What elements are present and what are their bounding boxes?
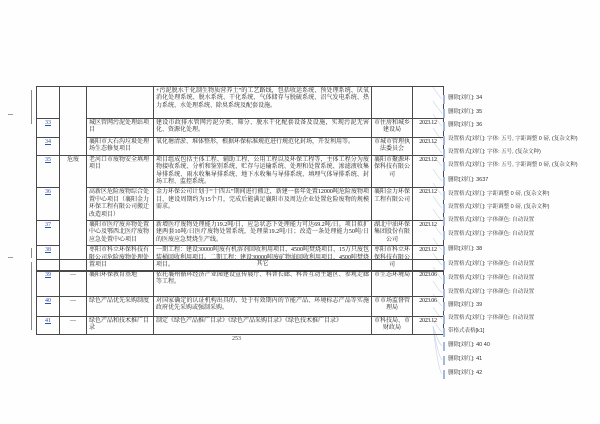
row-number-link[interactable]: 41 (45, 318, 51, 324)
revision-balloon[interactable]: 删除[刘红]: 34 (443, 95, 482, 104)
cell-date[interactable]: 2023.06 (413, 271, 444, 297)
revision-balloon[interactable]: 设置格式[刘红]: 字体颜色: 自动设置 (443, 275, 534, 284)
revision-balloon[interactable]: 删除[刘红]: 3637 (443, 177, 488, 186)
cell-project-name[interactable]: 襄阳环保教育基地 (87, 271, 154, 297)
cell-category-hazardous: 危废 (60, 155, 87, 271)
revision-balloon[interactable]: 设置格式[刘红]: 字距调整 0 磅, (复杂文种) (443, 204, 549, 213)
cell-unit[interactable]: 襄阳金力环保工程有限公司 (372, 188, 413, 221)
row-number-link[interactable]: 33 (45, 120, 51, 126)
change-bar (31, 262, 32, 330)
revision-balloon[interactable]: 设置格式[刘红]: 字体颜色: 自动设置 (443, 289, 534, 298)
revision-balloon[interactable]: 设置格式[刘红]: 字体: 五号, 字距调整 0 磅, (复杂文种) (443, 162, 578, 171)
cell-number[interactable] (37, 297, 60, 317)
table-row (37, 297, 444, 317)
row-number-link[interactable]: 34 (45, 139, 51, 145)
section-other-label: 其它 (154, 260, 372, 271)
cell-number (37, 87, 60, 119)
cell-date[interactable]: 2023.12 (413, 188, 444, 221)
change-bar (31, 90, 32, 124)
cell-date (413, 87, 444, 119)
revision-balloon[interactable]: 设置格式[刘红]: 字体颜色: 自动设置 (443, 261, 534, 270)
row-number-link[interactable]: 36 (45, 189, 51, 196)
table-row (37, 271, 444, 297)
cell-project-name[interactable]: 绿色产品和技术推广目录 (87, 317, 154, 335)
cell-number[interactable] (37, 138, 60, 156)
cell-category: — (60, 271, 87, 297)
cell-number[interactable] (37, 188, 60, 221)
cell-category (60, 260, 87, 271)
revision-balloon[interactable]: 设置格式[刘红]: 字体颜色: 自动设置 (443, 315, 534, 324)
revision-balloon[interactable]: 设置格式[刘红]: 字体: 五号, 字距调整 0 磅, (复杂文种) (443, 136, 578, 145)
cell-date (413, 260, 444, 271)
cell-date[interactable]: 2023.12 (413, 119, 444, 138)
cell-unit[interactable]: 襄阳市聚源环保科技有限公司 (372, 155, 413, 188)
revision-balloon[interactable]: 设置格式[刘红]: 字体: 五号, (复杂文种) (443, 149, 541, 158)
row-number-link[interactable]: 35 (45, 156, 51, 163)
cell-category: — (60, 317, 87, 335)
cell-description[interactable]: 金力环保公司计划于“十四五”期间进行搬迁，新建一套年处置12000吨危险废物项目，建设周期约为15个月，完成后能满足襄阳市及周边企业处置危险废物的规模需求。 (154, 188, 372, 221)
cell-description[interactable]: 项目组成包括主体工程、辅助工程、公用工程以及环保工程等，主体工程分为废物接收系统、分析和鉴别系统、贮存与运输系统、处理和处置系统、渗滤液收集导排系统、雨水收集导排系统、地下水收集与导排系统、填埋气体导排系统、封场工程、监控系统。 (154, 155, 372, 188)
table-row (37, 155, 444, 188)
cell-unit[interactable]: 市住房和城乡建设局 (372, 119, 413, 138)
revision-balloon[interactable]: 设置格式[刘红]: 字体颜色: 自动设置 (443, 217, 534, 226)
cell-number[interactable] (37, 271, 60, 297)
cell-project-name[interactable]: 高新区危险废物综合处置中心项目（襄阳金力环保工程有限公司搬迁改造项目） (87, 188, 154, 221)
revision-balloon[interactable]: 删除[刘红]: 38 (443, 246, 482, 255)
table-row (37, 138, 444, 156)
revision-balloon[interactable]: 带格式表格[k1] (443, 328, 484, 337)
cell-project-name (87, 260, 154, 271)
change-bar (31, 248, 32, 258)
table-anchor-mark (8, 114, 13, 115)
cell-unit[interactable]: 市城市管理执法委员会 (372, 138, 413, 156)
section-header-row (37, 260, 444, 271)
cell-description[interactable]: 对国家确定的认证机构出具的、处于有效期内的节能产品、环境标志产品等实施政府优先采购或强制采购。 (154, 297, 372, 317)
revision-balloon[interactable]: 删除[刘红]: 40 40 (443, 342, 490, 351)
cell-unit (372, 260, 413, 271)
cell-number[interactable] (37, 317, 60, 335)
project-table-upper (36, 86, 444, 272)
cell-unit (372, 87, 413, 119)
row-number-link[interactable]: 37 (45, 222, 51, 229)
cell-description[interactable]: 一期工程：建设30000吨废有机溶剂回收利用项目、4500吨焚烧项目、15万只废包装桶回收利用项目。二期工程：建设30000吨废矿物油回收利用项目、4500吨焚烧项目。 (154, 246, 372, 271)
cell-unit[interactable]: 市生态环境局 (372, 271, 413, 297)
project-table-lower (36, 259, 444, 335)
row-number-link[interactable]: 38 (45, 247, 51, 254)
cell-description[interactable]: 制定《绿色产品推广目录》《绿色产品采购目录》《绿色技术推广目录》 (154, 317, 372, 335)
table-anchor-mark (8, 257, 13, 258)
table-row (37, 221, 444, 246)
cell-date[interactable]: 2023.12 (413, 246, 444, 271)
cell-date[interactable]: 2023.12 (413, 138, 444, 156)
revision-balloon[interactable]: 设置格式[刘红]: 字距调整 0 磅, (复杂文种) (443, 191, 549, 200)
cell-number (37, 260, 60, 271)
table-row (37, 119, 444, 138)
cell-category (60, 87, 87, 156)
table-row (37, 188, 444, 221)
cell-project-name[interactable]: 襄阳市大石沟垃圾处理场生态修复项目 (87, 138, 154, 156)
row-number-link[interactable]: 40 (45, 298, 51, 304)
cell-description[interactable]: 新增医疗废物处理能力19.2吨/日，应急状态下处理能力可达69.2吨/日。项目拟扩建两套10吨/日医疗废物处置系统，处理量19.2吨/日；改造一条处理能力50吨/日的医废应急焚烧生产线。 (154, 221, 372, 246)
revision-balloon[interactable]: 删除[刘红]: 35 (443, 109, 482, 118)
cell-date[interactable]: 2023.06 (413, 297, 444, 317)
cell-project-name[interactable]: 绿色产品优先采购制度 (87, 297, 154, 317)
revision-balloon[interactable]: 删除[刘红]: 36 (443, 122, 482, 131)
page-number: 253 (232, 336, 241, 342)
cell-description[interactable]: 氧化塘清淤、堆体整形，根据环保标准规范进行规范化封场，开发利用等。 (154, 138, 372, 156)
cell-date[interactable]: 2023.12 (413, 155, 444, 188)
revision-balloon[interactable]: 删除[刘红]: 42 (443, 370, 482, 379)
cell-category: — (60, 297, 87, 317)
cell-project-name[interactable]: 枣阳市科立环保科技有限公司危险废物处理处置项目 (87, 246, 154, 271)
table-row (37, 317, 444, 335)
row-number-link[interactable]: 39 (45, 272, 51, 278)
cell-description[interactable]: 建设市政排水管网污泥分类、筛分、脱水干化配套设备及设施，实现污泥无害化、资源化处理。 (154, 119, 372, 138)
revision-balloon[interactable]: 删除[刘红]: 41 (443, 356, 482, 365)
cell-number[interactable] (37, 155, 60, 188)
revision-balloon[interactable]: 删除[刘红]: 39 (443, 302, 482, 311)
table-row (37, 87, 444, 119)
cell-unit[interactable]: 市市场监督管理局 (372, 297, 413, 317)
cell-unit[interactable]: 湖北中油环保集团股份有限公司 (372, 221, 413, 246)
cell-unit[interactable]: 市科技局、市财政局 (372, 317, 413, 335)
cell-date[interactable]: 2023.12 (413, 221, 444, 246)
cell-project-name[interactable]: 襄阳市医疗废弃物处置中心及鄂西北医疗废物应急处置中心项目 (87, 221, 154, 246)
cell-description[interactable]: +污泥脱水干化制生物质营养土”的工艺路线，包括收运系统、预处理系统、厌氧消化处理系统、脱水系统、干化系统、气体储存与脱硫系统、沼气发电系统、热力系统、水处理系统、除臭系统及配套设施。 (154, 87, 372, 119)
cell-project-name[interactable]: 城区管网污泥处理站项目 (87, 119, 154, 138)
cell-date[interactable]: 2023.12 (413, 317, 444, 335)
cell-description[interactable]: 依托襄州循环经济产业园建设宣传展厅、科普长廊、科普互动主题区、参观走廊等工程。 (154, 271, 372, 297)
cell-unit[interactable]: 枣阳市科立环保科技有限公司 (372, 246, 413, 271)
cell-number[interactable] (37, 119, 60, 138)
revision-balloon[interactable]: 设置格式[刘红]: 字体颜色: 自动设置 (443, 231, 534, 240)
cell-project-name (87, 87, 154, 119)
cell-number[interactable] (37, 221, 60, 246)
cell-project-name[interactable]: 老河口市废物安全填埋项目 (87, 155, 154, 188)
